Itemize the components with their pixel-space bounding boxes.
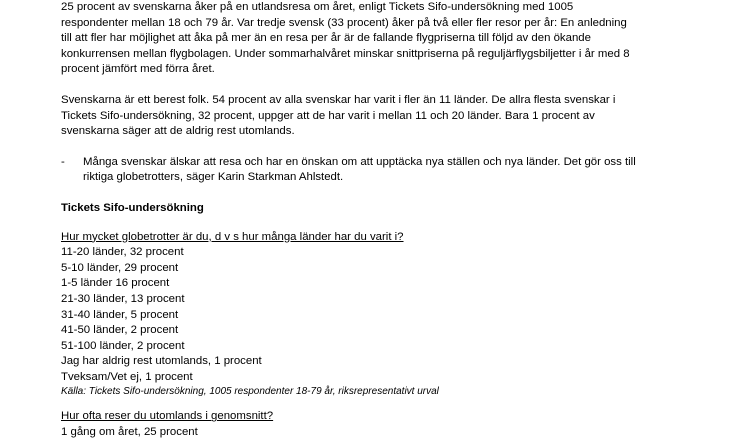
answer-item: 11-20 länder, 32 procent (61, 246, 184, 259)
answer-item: 5-10 länder, 29 procent (61, 261, 179, 274)
answer-item: Tveksam/Vet ej, 1 procent (61, 370, 193, 383)
text-line: 25 procent av svenskarna åker på en utlandsresa om året, enligt Tickets Sifo-undersökning med 1005 (61, 1, 574, 13)
text-line: Svenskarna är ett berest folk. 54 procent av alla svenskar har varit i fler än 11 länder. De allra flesta svenskar i (61, 93, 616, 106)
quote-bullet (61, 155, 701, 186)
answer-item: Jag har aldrig rest utomlands, 1 procent (61, 355, 262, 368)
question-travel-frequency: Hur ofta reser du utomlands i genomsnitt? (61, 410, 274, 423)
bullet-dash: - (61, 155, 65, 168)
document-page (61, 0, 701, 441)
spacer (61, 399, 701, 409)
answer-item: 1-5 länder 16 procent (61, 277, 170, 290)
text-line: respondenter mellan 18 och 79 år. Var tredje svensk (33 procent) åker på två eller fler resor per år: En anledning (61, 16, 627, 29)
question-globetrotter: Hur mycket globetrotter är du, d v s hur många länder har du varit i? (61, 230, 404, 243)
text-line: konkurrensen mellan flygbolagen. Under sommarhalvåret minskar snittpriserna på reguljärflygsbiljetter i år med 8 (61, 47, 630, 60)
intro-paragraph (61, 0, 701, 78)
source-note: Källa: Tickets Sifo-undersökning, 1005 respondenter 18-79 år, riksrepresentativt urval (61, 386, 439, 398)
answer-item: 41-50 länder, 2 procent (61, 324, 179, 337)
answer-item: 31-40 länder, 5 procent (61, 308, 179, 321)
answers-list (61, 245, 701, 385)
answer-item: 51-100 länder, 2 procent (61, 339, 185, 352)
text-line: svenskarna säger att de aldrig rest utomlands. (61, 125, 295, 138)
answer-item: 1 gång om året, 25 procent (61, 426, 198, 439)
survey-heading: Tickets Sifo-undersökning (61, 201, 204, 214)
text-line: procent jämfört med förra året. (61, 63, 215, 76)
text-line: Tickets Sifo-undersökning, 32 procent, uppger att de har varit i mellan 11 och 20 länder. Bara 1 procent av (61, 109, 595, 122)
quote-line: riktiga globetrotters, säger Karin Starkman Ahlstedt. (83, 171, 344, 184)
travel-paragraph (61, 93, 701, 140)
answer-item: 21-30 länder, 13 procent (61, 292, 185, 305)
quote-line: Många svenskar älskar att resa och har en önskan om att upptäcka nya ställen och nya länder. Det gör oss till (83, 155, 636, 168)
text-line: till att fler har möjlighet att åka på mer än en resa per år är de fallande flygpriserna till följd av den ökande (61, 32, 591, 45)
